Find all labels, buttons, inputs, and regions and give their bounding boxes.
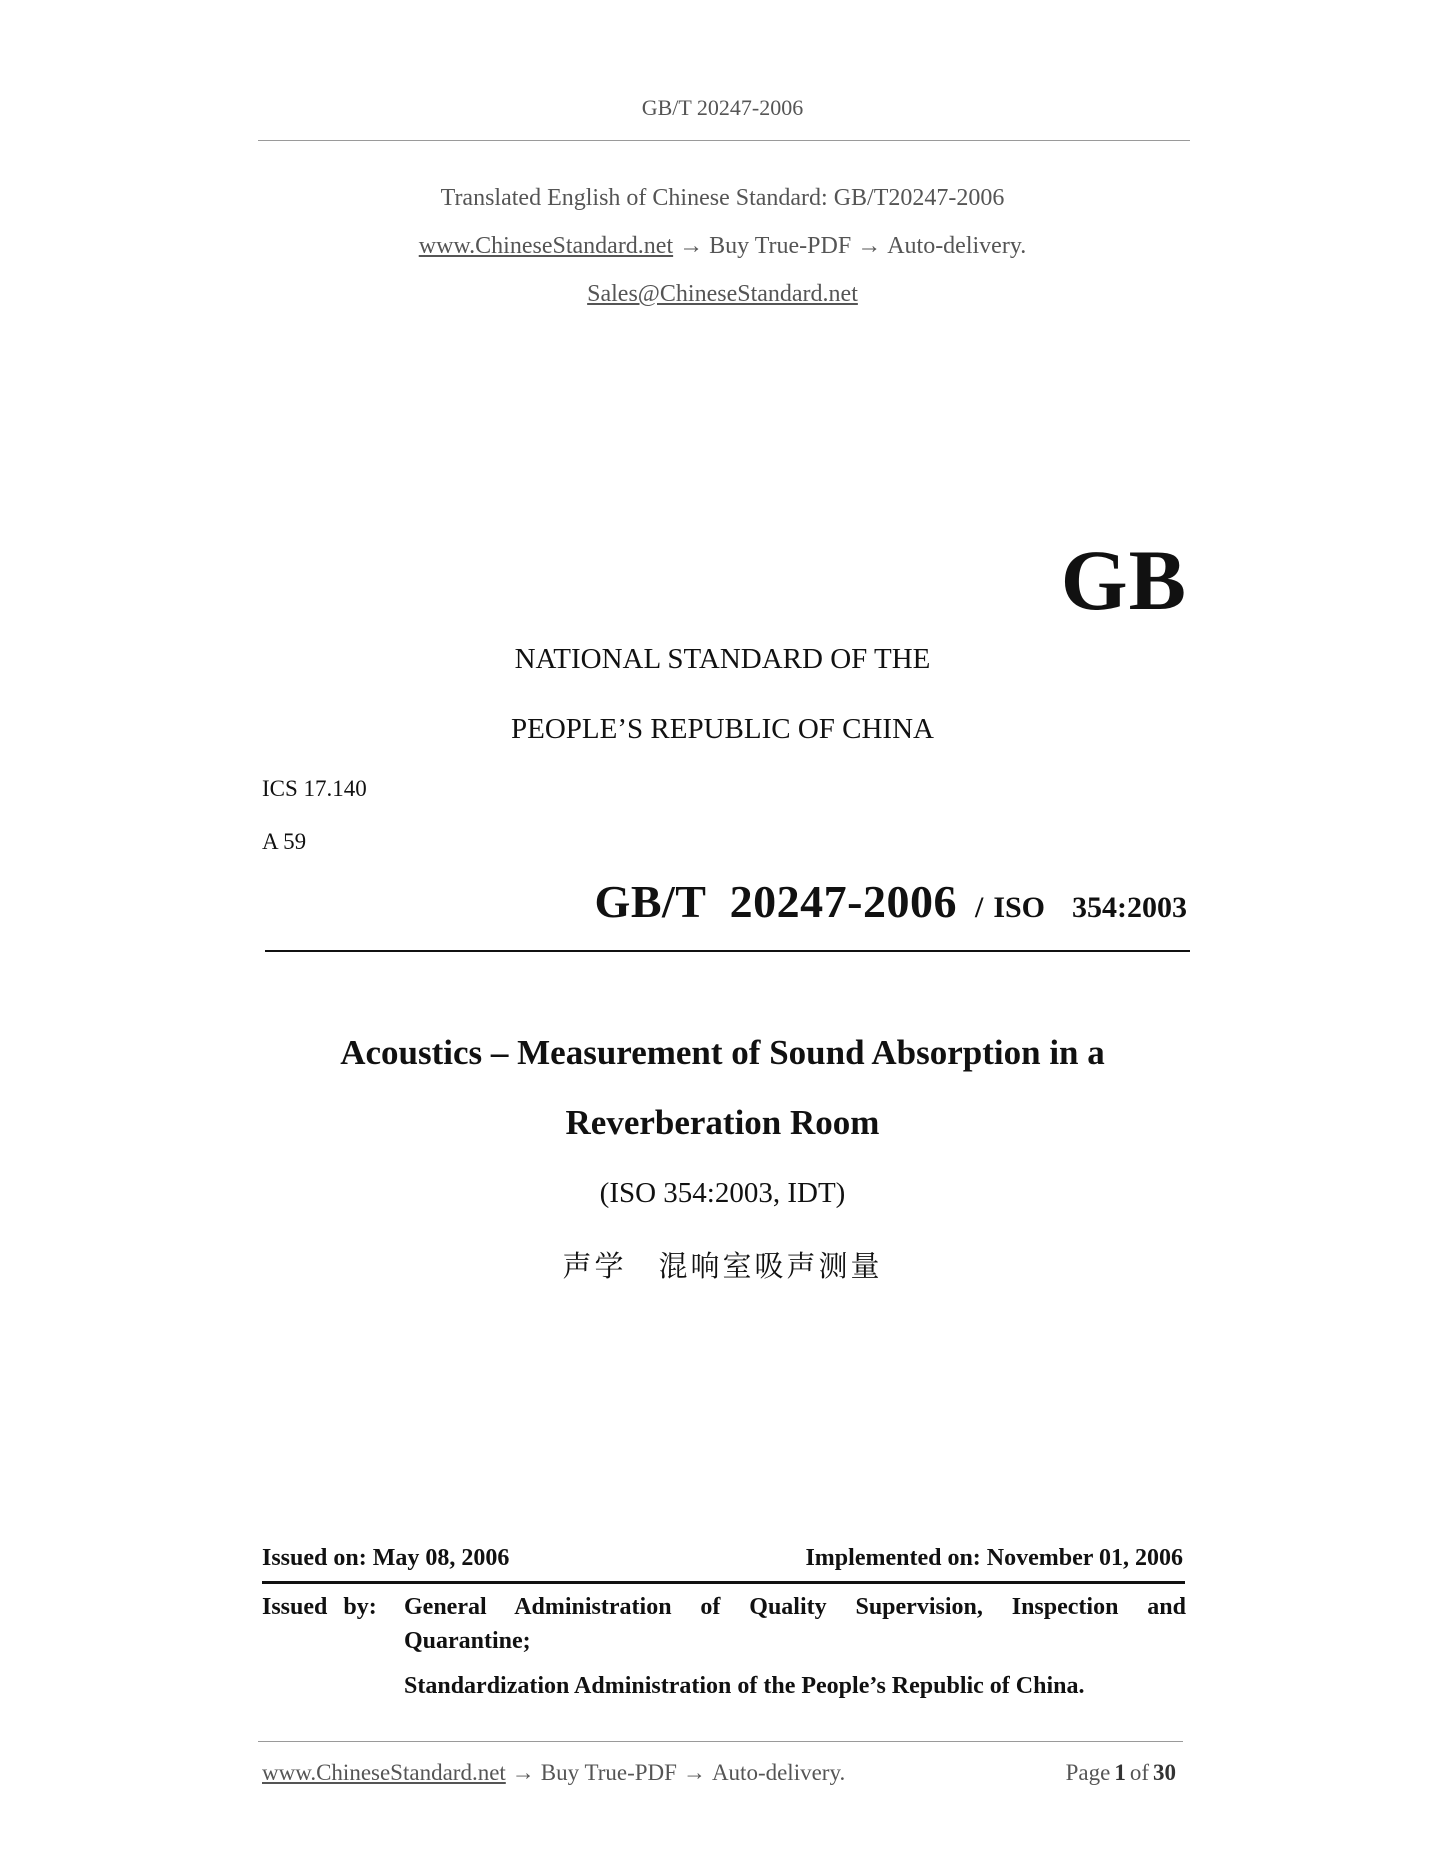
of-word: of xyxy=(1129,1760,1149,1785)
ccs-code: A 59 xyxy=(262,829,307,854)
translated-notice: Translated English of Chinese Standard: GB/T20247-2006 xyxy=(440,185,1005,211)
number-separator: / xyxy=(974,891,984,924)
delivery-text: Auto-delivery. xyxy=(887,233,1027,259)
issued-on-date: Issued on: May 08, 2006 xyxy=(262,1545,510,1571)
issue-divider xyxy=(262,1581,1185,1584)
sales-line xyxy=(0,281,1445,308)
national-standard-line-2: PEOPLE’S REPUBLIC OF CHINA xyxy=(511,713,934,745)
title-line-2: Reverberation Room xyxy=(565,1103,880,1142)
issuer-2: Standardization Administration of the People’s Republic of China. xyxy=(404,1673,1085,1699)
issuer-1: General Administration of Quality Supervision, Inspection and Quarantine; xyxy=(404,1594,1186,1654)
footer-divider xyxy=(258,1741,1183,1742)
arrow-right-icon: → xyxy=(679,233,704,259)
site-link[interactable]: www.ChineseStandard.net xyxy=(418,233,674,259)
purchase-line xyxy=(0,233,1445,260)
sales-email-link[interactable]: Sales@ChineseStandard.net xyxy=(587,281,858,307)
title-line-1: Acoustics – Measurement of Sound Absorption in a xyxy=(340,1033,1105,1072)
arrow-right-icon: → xyxy=(682,1760,706,1785)
gb-logo-mark: GB xyxy=(1060,532,1187,628)
running-header: GB/T 20247-2006 xyxy=(641,95,804,120)
page-indicator xyxy=(1066,1760,1180,1786)
gb-number: GB/T 20247-2006 xyxy=(594,876,957,927)
arrow-right-icon: → xyxy=(511,1760,535,1785)
iso-number: ISO 354:2003 xyxy=(993,891,1187,924)
national-standard-line-1: NATIONAL STANDARD OF THE xyxy=(514,643,931,675)
adoption-note: (ISO 354:2003, IDT) xyxy=(599,1177,846,1209)
page-total: 30 xyxy=(1153,1760,1176,1785)
footer-delivery-text: Auto-delivery. xyxy=(711,1760,846,1785)
header-divider xyxy=(258,140,1190,141)
footer-purchase-line xyxy=(262,1760,845,1786)
arrow-right-icon: → xyxy=(857,233,882,259)
footer-buy-text: Buy True-PDF xyxy=(540,1760,677,1785)
footer-site-link[interactable]: www.ChineseStandard.net xyxy=(262,1760,506,1785)
standard-number xyxy=(595,875,1187,928)
standard-number-rule xyxy=(265,950,1190,952)
buy-text: Buy True-PDF xyxy=(709,233,852,259)
chinese-title: 声学 混响室吸声测量 xyxy=(562,1249,883,1283)
page-word: Page xyxy=(1065,1760,1111,1785)
page-current: 1 xyxy=(1114,1760,1126,1785)
issued-by-label: Issued by: xyxy=(262,1594,377,1620)
implemented-on-date: Implemented on: November 01, 2006 xyxy=(805,1545,1183,1571)
ics-code: ICS 17.140 xyxy=(262,776,367,801)
